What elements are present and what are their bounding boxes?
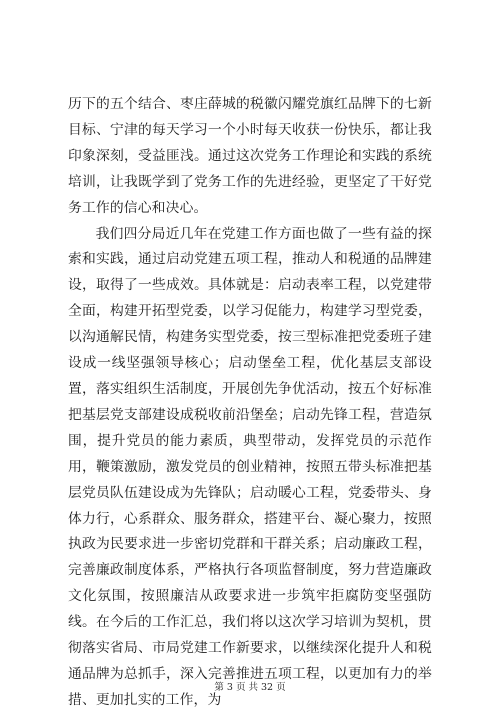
paragraph-1: 历下的五个结合、枣庄薛城的税徽闪耀党旗红品牌下的七新目标、宁津的每天学习一个小时每天收获一份快乐，都让我印象深刻，受益匪浅。通过这次党务工作理论和实践的系统培训，让我既学到了党务工作的先进经验，更坚定了干好党务工作的信心和决心。 bbox=[68, 96, 432, 216]
paragraph-2: 我们四分局近几年在党建工作方面也做了一些有益的探索和实践，通过启动党建五项工程，推动人和税通的品牌建设，取得了一些成效。具体就是：启动表率工程，以党建带全面，构建开拓型党委，以学习促能力，构建学习型党委，以沟通解民情，构建务实型党委，按三型标准把党委班子建设成一线坚强领导核心；启动堡垒工程，优化基层支部设置，落实组织生活制度，开展创先争优活动，按五个好标准把基层党支部建设成税收前沿堡垒；启动先锋工程，营造氛围，提升党员的能力素质，典型带动，发挥党员的示范作用，鞭策激励，激发党员的创业精神，按照五带头标准把基层党员队伍建设成为先锋队；启动暖心工程，党委带头、身体力行，心系群众、服务群众，搭建平台、凝心聚力，按照执政为民要求进一步密切党群和干群关系；启动廉政工程，完善廉政制度体系，严格执行各项监督制度，努力营造廉政文化氛围，按照廉洁从政要求进一步筑牢拒腐防变坚强防线。在今后的工作汇总，我们将以这次学习培训为契机，贯彻落实省局、市局党建工作新要求，以继续深化提升人和税通品牌为总抓手，深入完善推进五项工程，以更加有力的举措、更加扎实的工作，为 bbox=[68, 225, 432, 708]
page-footer: 第 3 页 共 32 页 bbox=[214, 682, 286, 693]
body-text bbox=[68, 92, 432, 714]
